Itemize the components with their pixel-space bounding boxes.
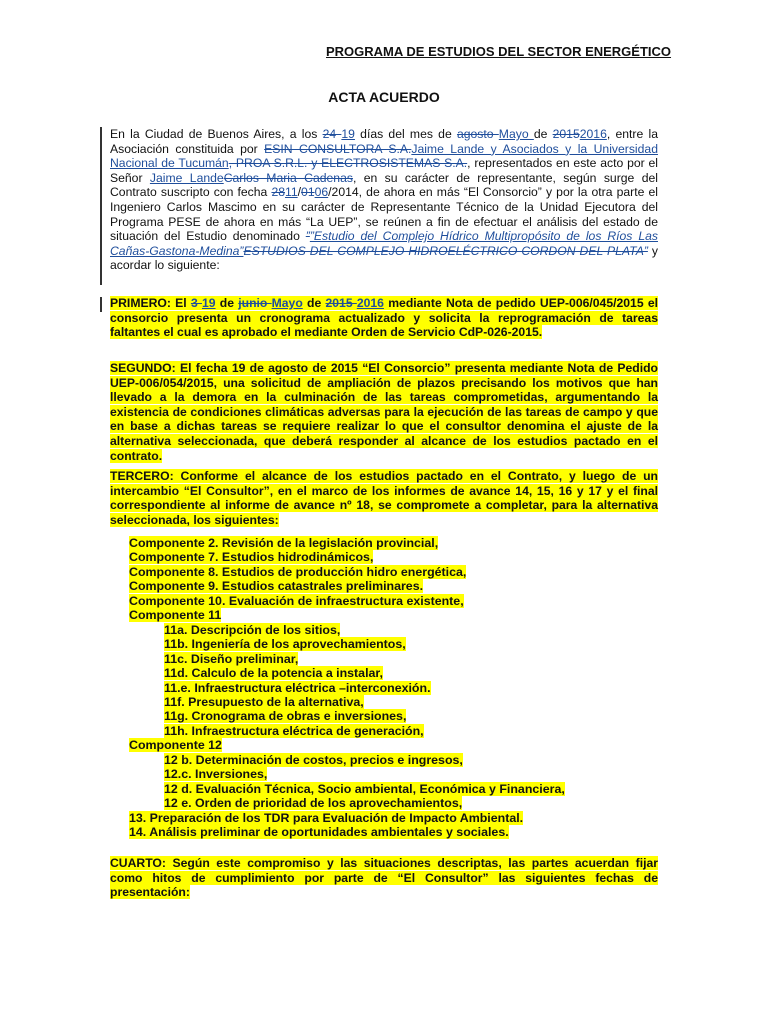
intro-paragraph bbox=[110, 127, 658, 273]
component-item-label: 12 e. Orden de prioridad de los aprovechamientos, bbox=[164, 796, 463, 811]
revision-bar bbox=[100, 297, 102, 312]
primero-run: 2015 bbox=[325, 296, 357, 310]
component-item bbox=[164, 652, 298, 666]
component-item bbox=[164, 695, 364, 709]
intro-run: 28 bbox=[271, 185, 285, 200]
component-item bbox=[129, 608, 221, 622]
intro-run: , entre la Asociación constituida por bbox=[110, 127, 658, 156]
component-item bbox=[164, 681, 431, 695]
intro-run: /2014, de ahora en más “El Consorcio” y por la otra parte el Ingeniero Carlos Mascimo en su carácter de Representante Técnico de la Unidad Ejecutora del Programa PESE de ahora en más “La UEP”, se reúnen a fin de efectuar el análisis del estado de situación del Estudio denominado bbox=[110, 185, 658, 244]
intro-run: de bbox=[533, 127, 553, 141]
component-item bbox=[164, 724, 424, 738]
component-item bbox=[129, 565, 466, 579]
intro-run: días del mes de bbox=[354, 127, 457, 141]
intro-run: ESIN CONSULTORA S.A. bbox=[264, 141, 412, 156]
intro-run: ” bbox=[305, 229, 310, 244]
component-item bbox=[164, 767, 267, 781]
component-item-label: Componente 7. Estudios hidrodinámicos, bbox=[129, 550, 374, 565]
intro-run: 06 bbox=[314, 185, 329, 200]
revision-bar bbox=[100, 127, 102, 285]
intro-run: 11 bbox=[285, 185, 298, 200]
intro-run: / bbox=[297, 185, 302, 200]
component-item bbox=[164, 782, 565, 796]
intro-run: , en su carácter de representante, según surge del Contrato suscripto con fecha bbox=[110, 170, 658, 200]
component-item bbox=[164, 637, 406, 651]
intro-run: y acordar lo siguiente: bbox=[110, 243, 658, 273]
component-item-label: 12 b. Determinación de costos, precios e ingresos, bbox=[164, 752, 463, 767]
intro-run: 2015 bbox=[552, 127, 580, 141]
component-item-label: 11.e. Infraestructura eléctrica –interconexión. bbox=[164, 680, 431, 695]
component-item bbox=[164, 709, 406, 723]
component-item-label: 13. Preparación de los TDR para Evaluación de Impacto Ambiental. bbox=[129, 810, 524, 825]
component-item bbox=[129, 594, 464, 608]
component-item bbox=[129, 825, 509, 839]
clause-cuarto bbox=[110, 856, 658, 900]
intro-run: 01 bbox=[301, 185, 315, 200]
component-item-label: 11g. Cronograma de obras e inversiones, bbox=[164, 709, 407, 724]
clause-tercero-text: TERCERO: Conforme el alcance de los estudios pactado en el Contrato, y luego de un intercambio “El Consultor”, en el marco de los informes de avance 14, 15, 16 y 17 y el final correspondiente al informe de avance nº 18, se compromete a completar, para la alternativa seleccionada, los siguientes: bbox=[110, 469, 658, 527]
component-item-label: 11c. Diseño preliminar, bbox=[164, 651, 299, 666]
component-item-label: 11f. Presupuesto de la alternativa, bbox=[164, 694, 364, 709]
primero-run: 19 bbox=[201, 296, 216, 310]
intro-run: , PROA S.R.L. y ELECTROSISTEMAS S.A. bbox=[228, 156, 468, 171]
document-title: ACTA ACUERDO bbox=[328, 89, 440, 105]
component-item bbox=[164, 623, 340, 637]
primero-run: El bbox=[170, 296, 191, 310]
component-item-label: Componente 2. Revisión de la legislación provincial, bbox=[129, 536, 439, 550]
intro-run: Jaime Lande bbox=[149, 170, 224, 185]
document-header: PROGRAMA DE ESTUDIOS DEL SECTOR ENERGÉTICO bbox=[326, 44, 672, 59]
component-item-label: 11b. Ingeniería de los aprovechamientos, bbox=[164, 637, 406, 652]
component-item bbox=[164, 753, 463, 767]
intro-run: , representados en este acto por el Señor bbox=[110, 156, 658, 185]
primero-run: junio bbox=[238, 296, 272, 310]
primero-run: de bbox=[215, 296, 239, 310]
component-item bbox=[129, 550, 373, 564]
clause-segundo bbox=[110, 361, 658, 463]
intro-run: 2016 bbox=[579, 127, 607, 141]
primero-run: 2016 bbox=[356, 296, 384, 310]
component-item-label: 12 d. Evaluación Técnica, Socio ambiental, Económica y Financiera, bbox=[164, 781, 565, 796]
primero-run: mediante Nota de pedido UEP-006/045/2015 el consorcio presenta un cronograma actualizado y solicita la reprogramación de tareas faltantes el cual es aprobado el mediante Orden de Servicio CdP-026-2015. bbox=[110, 296, 659, 340]
component-item-label: Componente 11 bbox=[129, 608, 222, 623]
component-item-label: 11h. Infraestructura eléctrica de generación, bbox=[164, 723, 424, 738]
clause-primero bbox=[110, 296, 658, 340]
intro-run: 19 bbox=[341, 127, 355, 141]
intro-run: Mayo bbox=[498, 127, 534, 141]
intro-run: ESTUDIOS DEL COMPLEJO HIDROELÉCTRICO CORDON DEL PLATA” bbox=[243, 243, 648, 258]
component-item-label: Componente 8. Estudios de producción hidro energética, bbox=[129, 564, 467, 579]
primero-run: 3 bbox=[190, 296, 202, 310]
clause-tercero bbox=[110, 469, 658, 527]
component-item bbox=[129, 811, 523, 825]
component-item bbox=[129, 579, 423, 593]
component-item-label: 11a. Descripción de los sitios, bbox=[164, 622, 341, 637]
component-item-label: 14. Análisis preliminar de oportunidades ambientales y sociales. bbox=[129, 825, 509, 839]
clause-cuarto-text: CUARTO: Según este compromiso y las situaciones descriptas, las partes acuerdan fijar como hitos de cumplimiento por parte de “El Consultor” las siguientes fechas de presentación: bbox=[110, 856, 658, 900]
component-item-label: 11d. Calculo de la potencia a instalar, bbox=[164, 666, 383, 681]
intro-run: Jaime Lande y Asociados y la Universidad Nacional de Tucumán bbox=[110, 141, 658, 171]
intro-run: 24 bbox=[322, 127, 342, 141]
component-item-label: Componente 9. Estudios catastrales preliminares. bbox=[129, 579, 424, 594]
primero-run: Mayo bbox=[271, 296, 303, 310]
intro-run: En la Ciudad de Buenos Aires, a los bbox=[110, 127, 323, 141]
clause-segundo-text: SEGUNDO: El fecha 19 de agosto de 2015 “El Consorcio” presenta mediante Nota de Pedido UEP-006/054/2015, una solicitud de ampliación de plazos precisando los motivos que han llevado a la demora en la culminación de las tareas comprometidas, argumentando la existencia de condiciones climáticas adversas para la ejecución de las tareas de campo y que en base a dichas tareas se requiere realizar lo que el consultor denomina el ajuste de la alternativa seleccionada, que deberá responder al alcance de los estudios pactado en el contrato. bbox=[110, 361, 658, 463]
component-item-label: Componente 10. Evaluación de infraestructura existente, bbox=[129, 593, 464, 608]
primero-run: de bbox=[302, 296, 326, 310]
intro-run: Carlos Maria Cadenas bbox=[223, 170, 353, 185]
component-item bbox=[129, 536, 438, 550]
component-item bbox=[164, 796, 462, 810]
component-item bbox=[164, 666, 383, 680]
primero-run: PRIMERO: bbox=[110, 296, 171, 310]
intro-run: ”Estudio del Complejo Hídrico Multipropósito de los Ríos Las Cañas-Gastona-Medina” bbox=[110, 229, 658, 258]
intro-run: agosto bbox=[456, 127, 499, 141]
component-item-label: Componente 12 bbox=[129, 738, 222, 753]
component-item-label: 12.c. Inversiones, bbox=[164, 767, 268, 782]
component-item bbox=[129, 738, 222, 752]
